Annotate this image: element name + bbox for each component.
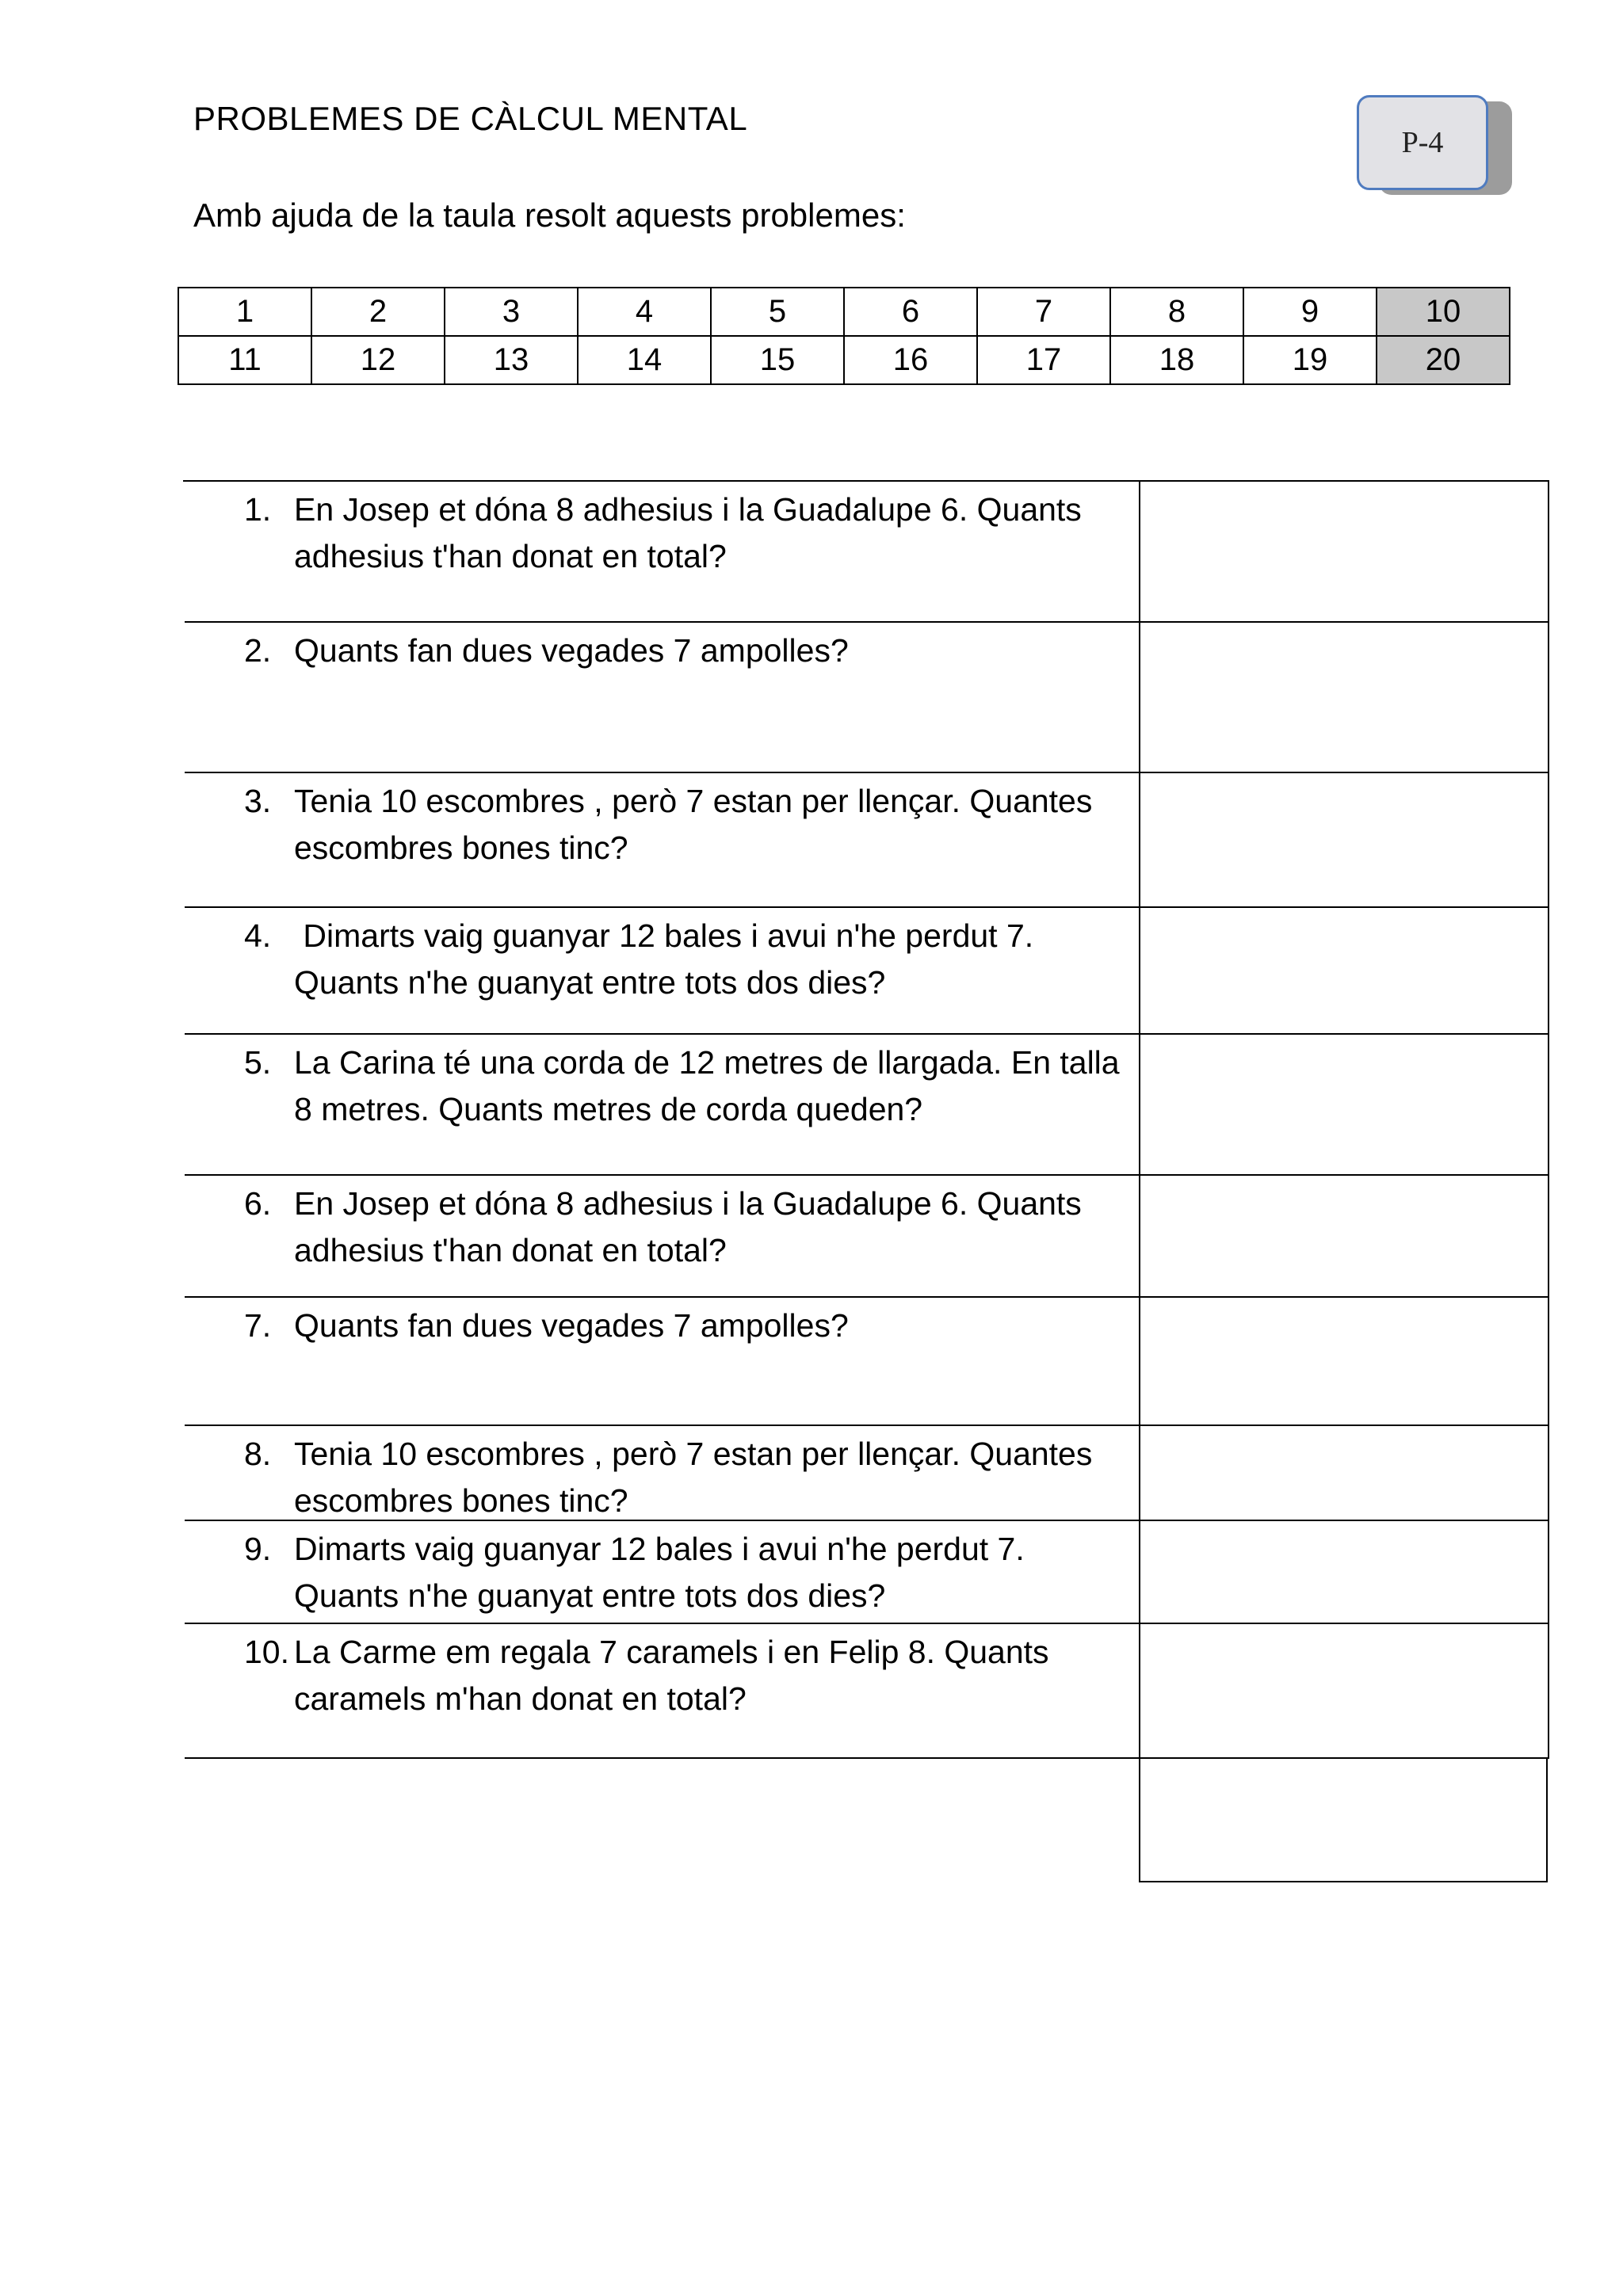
- number-cell: 16: [844, 336, 977, 384]
- problem-text: En Josep et dóna 8 adhesius i la Guadalupe 6. Quants adhesius t'han donat en total?: [294, 1185, 1082, 1268]
- problem-cell: [185, 1624, 1140, 1759]
- answer-box[interactable]: [1140, 1624, 1549, 1759]
- problem-cell: [185, 623, 1140, 773]
- problem-text: En Josep et dóna 8 adhesius i la Guadalupe 6. Quants adhesius t'han donat en total?: [294, 491, 1082, 574]
- extra-answer-box[interactable]: [1139, 1757, 1548, 1882]
- problem-cell: [185, 1521, 1140, 1624]
- problem-number: 8.: [244, 1436, 272, 1472]
- answer-box[interactable]: [1140, 773, 1549, 908]
- number-cell: 15: [711, 336, 844, 384]
- number-row-2: [178, 336, 1510, 384]
- number-cell: 6: [844, 288, 977, 336]
- problem-text: Tenia 10 escombres , però 7 estan per llençar. Quantes escombres bones tinc?: [294, 783, 1093, 866]
- number-cell-highlighted: 10: [1377, 288, 1510, 336]
- number-cell: 8: [1110, 288, 1243, 336]
- number-cell: 14: [578, 336, 711, 384]
- problem-cell: [185, 482, 1140, 623]
- number-cell: 11: [178, 336, 311, 384]
- page-title: PROBLEMES DE CÀLCUL MENTAL: [193, 100, 748, 137]
- answer-box[interactable]: [1140, 1035, 1549, 1176]
- problem-number: 6.: [244, 1185, 272, 1222]
- problem-cell: [185, 908, 1140, 1035]
- problem-row: [185, 1521, 1549, 1624]
- number-cell: 9: [1243, 288, 1377, 336]
- problem-row: [185, 908, 1549, 1035]
- problem-row: [185, 1176, 1549, 1298]
- problem-text: Tenia 10 escombres , però 7 estan per llençar. Quantes escombres bones tinc?: [294, 1436, 1093, 1519]
- number-cell: 5: [711, 288, 844, 336]
- number-cell: 4: [578, 288, 711, 336]
- problem-number: 5.: [244, 1044, 272, 1081]
- number-cell: 7: [977, 288, 1110, 336]
- answer-box[interactable]: [1140, 908, 1549, 1035]
- number-cell: 3: [445, 288, 578, 336]
- problem-number: 1.: [244, 491, 272, 528]
- problem-text: Dimarts vaig guanyar 12 bales i avui n'he perdut 7. Quants n'he guanyat entre tots dos dies?: [294, 917, 1043, 1001]
- number-cell: 17: [977, 336, 1110, 384]
- number-cell: 12: [311, 336, 445, 384]
- number-row-1: [178, 288, 1510, 336]
- problem-text: Quants fan dues vegades 7 ampolles?: [294, 632, 849, 669]
- problem-text: La Carme em regala 7 caramels i en Felip 8. Quants caramels m'han donat en total?: [294, 1634, 1049, 1717]
- problem-cell: [185, 1298, 1140, 1426]
- answer-box[interactable]: [1140, 1176, 1549, 1298]
- answer-box[interactable]: [1140, 482, 1549, 623]
- problem-number: 9.: [244, 1531, 272, 1567]
- problem-row: [185, 773, 1549, 908]
- number-reference-table: [178, 287, 1510, 385]
- sheet-code-badge: P-4: [1357, 95, 1488, 190]
- problem-row: [185, 1298, 1549, 1426]
- problem-cell: [185, 1035, 1140, 1176]
- number-cell: 2: [311, 288, 445, 336]
- problem-row: [185, 1426, 1549, 1521]
- problem-row: [185, 623, 1549, 773]
- problem-text: Dimarts vaig guanyar 12 bales i avui n'he perdut 7. Quants n'he guanyat entre tots dos dies?: [294, 1531, 1025, 1614]
- problem-cell: [185, 1426, 1140, 1521]
- problem-number: 10.: [244, 1634, 289, 1670]
- problem-cell: [185, 773, 1140, 908]
- number-cell: 1: [178, 288, 311, 336]
- answer-box[interactable]: [1140, 1298, 1549, 1426]
- instruction-text: Amb ajuda de la taula resolt aquests problemes:: [193, 196, 906, 234]
- answer-box[interactable]: [1140, 623, 1549, 773]
- problem-text: Quants fan dues vegades 7 ampolles?: [294, 1307, 849, 1344]
- problems-table: [183, 480, 1549, 1717]
- problem-row: [185, 482, 1549, 623]
- problem-number: 7.: [244, 1307, 272, 1344]
- problem-number: 2.: [244, 632, 272, 669]
- answer-box[interactable]: [1140, 1521, 1549, 1624]
- number-cell: 13: [445, 336, 578, 384]
- answer-box[interactable]: [1140, 1426, 1549, 1521]
- problem-number: 3.: [244, 783, 272, 819]
- problem-text: La Carina té una corda de 12 metres de llargada. En talla 8 metres. Quants metres de corda queden?: [294, 1044, 1120, 1127]
- number-cell: 19: [1243, 336, 1377, 384]
- problem-row: [185, 1624, 1549, 1759]
- problem-cell: [185, 1176, 1140, 1298]
- number-cell-highlighted: 20: [1377, 336, 1510, 384]
- number-cell: 18: [1110, 336, 1243, 384]
- problem-number: 4.: [244, 917, 272, 954]
- problem-row: [185, 1035, 1549, 1176]
